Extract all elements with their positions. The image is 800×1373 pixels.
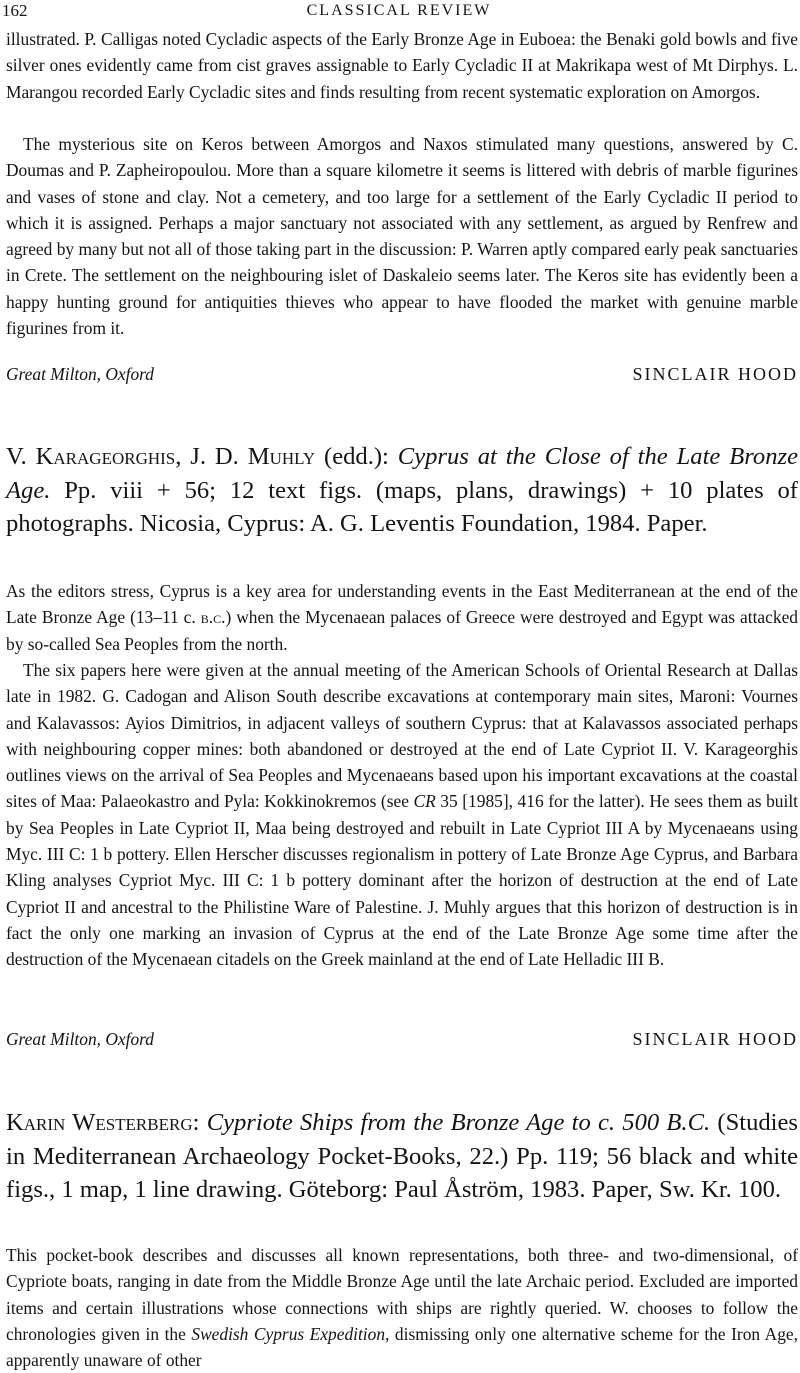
reviewer-location: Great Milton, Oxford: [6, 364, 154, 384]
review3-heading: [6, 1106, 798, 1207]
review1-paragraph-1: illustrated. P. Calligas noted Cycladic aspects of the Early Bronze Age in Euboea: the Benaki gold bowls and five silver ones evidently came from cist graves assignable to Early Cycladic II at Makrikapa west of Mt Dirphys. L. Marangou recorded Early Cycladic sites and finds resulting from recent systematic exploration on Amorgos.: [6, 29, 798, 102]
review3-p1-text-b: , dismissing only one alternative scheme for the Iron Age, apparently unaware of other: [6, 1323, 798, 1371]
review2-p1-text-a: As the editors stress, Cyprus is a key area for understanding events in the East Mediterranean at the end of the Late Bronze Age (13–11 c.: [6, 581, 798, 628]
review2-paragraph-1: [6, 578, 798, 657]
review3-author: Karin Westerberg: [6, 1109, 193, 1136]
journal-title: CLASSICAL REVIEW: [306, 2, 492, 19]
review2-p1-bc: b.c.: [200, 607, 226, 628]
reviewer-name: SINCLAIR HOOD: [632, 1029, 798, 1049]
review2-paragraph-2: [6, 657, 798, 973]
running-head: [2, 0, 796, 24]
review3-p1-sce: Swedish Cyprus Expedition: [191, 1323, 386, 1344]
review2-authors: V. Karageorghis, J. D. Muhly: [6, 443, 316, 470]
review2-editor-note: (edd.):: [315, 443, 398, 470]
review2-book-details: Pp. viii + 56; 12 text figs. (maps, plans, drawings) + 10 plates of photographs. Nicosia, Cyprus: A. G. Leventis Foundation, 1984. Paper.: [6, 476, 798, 537]
review2-signature: [6, 1026, 798, 1052]
review3-colon: :: [192, 1109, 207, 1136]
review2-p2-text-a: The six papers here were given at the annual meeting of the American Schools of Oriental Research at Dallas late in 1982. G. Cadogan and Alison South describe excavations at contemporary main sites, Maroni: Vournes and Kalavassos: Ayios Dimitrios, in adjacent valleys of southern Cyprus: that at Kalavassos associated perhaps with neighbouring copper mines: both abandoned or destroyed at the end of Late Cypriot II. V. Karageorghis outlines views on the arrival of Sea Peoples and Mycenaeans based upon his important excavations at the coastal sites of Maa: Palaeokastro and Pyla: Kokkinokremos (see: [6, 660, 798, 812]
reviewer-location: Great Milton, Oxford: [6, 1029, 154, 1049]
review3-paragraph-1: [6, 1242, 798, 1373]
review3-book-title: Cypriote Ships from the Bronze Age to c. 500 B.C.: [206, 1109, 711, 1136]
page-number: 162: [2, 1, 28, 20]
review2-p2-cr: CR: [413, 791, 436, 812]
review2-heading: [6, 440, 798, 541]
review2-p2-text-b: 35 [1985], 416 for the latter). He sees them as built by Sea Peoples in Late Cypriot II, Maa being destroyed and rebuilt in Late Cypriot III A by Mycenaeans using Myc. III C: 1 b pottery. Ellen Herscher discusses regionalism in pottery of Late Bronze Age Cyprus, and Barbara Kling analyses Cypriot Myc. III C: 1 b pottery dominant after the horizon of destruction at the end of Late Cypriot II and ancestral to the Philistine Ware of Palestine. J. Muhly argues that this horizon of destruction is in fact the only one marking an invasion of Cyprus at the end of the Late Bronze Age some time after the destruction of the Mycenaean citadels on the Greek mainland at the end of Late Helladic III B.: [6, 791, 798, 970]
review2-book-title: Cyprus at the Close of the Late Bronze Age.: [6, 443, 799, 504]
review3-p1-text-a: This pocket-book describes and discusses all known representations, both three- and two-dimensional, of Cypriote boats, ranging in date from the Middle Bronze Age until the late Archaic period. Excluded are imported items and certain illustrations whose connections with ships are rightly queried. W. chooses to follow the chronologies given in the: [6, 1245, 798, 1344]
review1-paragraph-2: The mysterious site on Keros between Amorgos and Naxos stimulated many questions, answered by C. Doumas and P. Zapheiropoulou. More than a square kilometre it seems is littered with debris of marble figurines and vases of stone and clay. Not a cemetery, and too large for a settlement of the Early Cycladic II period to which it is assigned. Perhaps a major sanctuary not associated with any settlement, as argued by Renfrew and agreed by many but not all of those taking part in the discussion: P. Warren aptly compared early peak sanctuaries in Crete. The settlement on the neighbouring islet of Daskaleio seems later. The Keros site has evidently been a happy hunting ground for antiquities thieves who appear to have flooded the market with genuine marble figurines from it.: [6, 134, 798, 339]
review3-book-details: (Studies in Mediterranean Archaeology Pocket-Books, 22.) Pp. 119; 56 black and white figs., 1 map, 1 line drawing. Göteborg: Paul Åström, 1983. Paper, Sw. Kr. 100.: [6, 1109, 798, 1203]
review2-p1-text-b: ) when the Mycenaean palaces of Greece were destroyed and Egypt was attacked by so-called Sea Peoples from the north.: [6, 607, 798, 654]
review1-signature: [6, 361, 798, 387]
reviewer-name: SINCLAIR HOOD: [632, 364, 798, 384]
